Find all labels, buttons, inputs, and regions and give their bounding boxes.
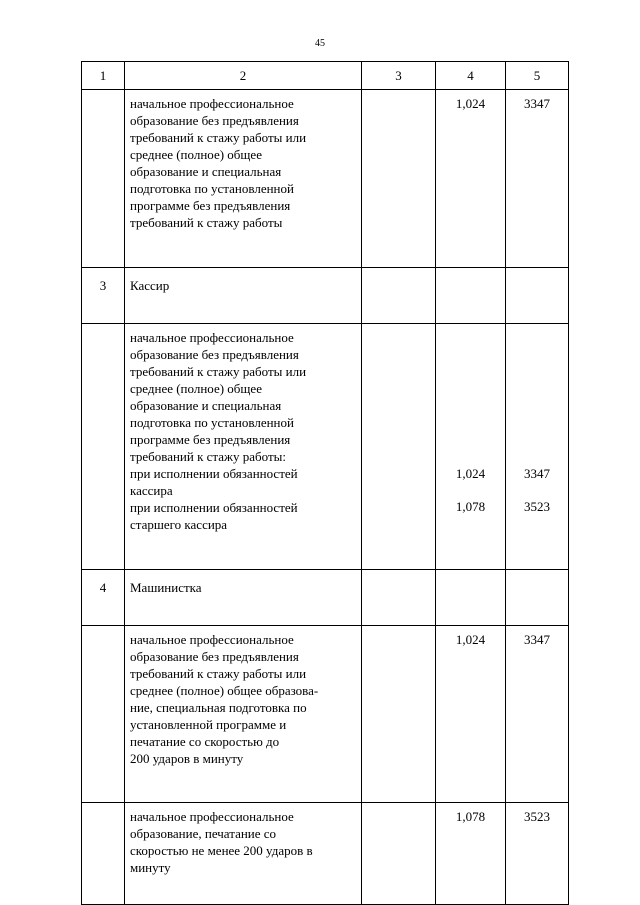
header-col-2: 2 (125, 62, 362, 90)
coefficient-values (436, 324, 506, 570)
coefficient-value: 1,024 (436, 626, 506, 803)
text-line: требований к стажу работы или (130, 666, 307, 681)
empty-cell (362, 268, 436, 324)
text-line: требований к стажу работы: (130, 449, 286, 464)
requirement-text (125, 90, 362, 268)
row-number (82, 90, 125, 268)
table-row (82, 268, 569, 324)
page-number: 45 (315, 38, 325, 49)
position-title: Кассир (125, 268, 362, 324)
coefficient-value: 1,024 (455, 466, 486, 481)
text-line: образование, печатание со (130, 826, 277, 841)
table-row (82, 90, 569, 268)
text-line: подготовка по установленной (130, 181, 294, 196)
text-line: при исполнении обязанностей (130, 466, 298, 481)
text-line: скоростью не менее 200 ударов в (130, 843, 313, 858)
coefficient-value: 1,078 (436, 803, 506, 905)
table-row (82, 626, 569, 803)
coefficient-value: 1,078 (455, 499, 486, 514)
empty-cell (506, 570, 569, 626)
text-line: начальное профессиональное (130, 330, 294, 345)
text-line: начальное профессиональное (130, 96, 294, 111)
text-line: образование без предъявления (130, 649, 299, 664)
position-title: Машинистка (125, 570, 362, 626)
text-line: среднее (полное) общее (130, 147, 262, 162)
header-row (82, 62, 569, 90)
empty-cell (362, 803, 436, 905)
empty-cell (82, 324, 125, 570)
text-line: старшего кассира (130, 517, 228, 532)
empty-cell (362, 324, 436, 570)
header-col-5: 5 (506, 62, 569, 90)
empty-cell (506, 268, 569, 324)
text-line: программе без предъявления (130, 198, 291, 213)
text-line: ние, специальная подготовка по (130, 700, 307, 715)
salary-value: 3347 (506, 90, 569, 268)
header-col-3: 3 (362, 62, 436, 90)
empty-cell (362, 626, 436, 803)
text-line: начальное профессиональное (130, 809, 294, 824)
salary-value: 3347 (524, 466, 550, 481)
requirement-text (125, 626, 362, 803)
text-line: образование и специальная (130, 398, 282, 413)
text-line: программе без предъявления (130, 432, 291, 447)
salary-values (506, 324, 569, 570)
text-line: минуту (130, 860, 171, 875)
row-number: 3 (82, 268, 125, 324)
salary-value: 3523 (506, 803, 569, 905)
text-line: начальное профессиональное (130, 632, 294, 647)
text-line: 200 ударов в минуту (130, 751, 244, 766)
text-line: среднее (полное) общее (130, 381, 262, 396)
text-line: требований к стажу работы (130, 215, 283, 230)
empty-cell (436, 268, 506, 324)
text-line: установленной программе и (130, 717, 287, 732)
text-line: при исполнении обязанностей (130, 500, 298, 515)
header-col-1: 1 (82, 62, 125, 90)
table-row (82, 324, 569, 570)
table-row (82, 570, 569, 626)
text-line: подготовка по установленной (130, 415, 294, 430)
text-line: печатание со скоростью до (130, 734, 280, 749)
text-line: среднее (полное) общее образова- (130, 683, 319, 698)
header-col-4: 4 (436, 62, 506, 90)
empty-cell (82, 626, 125, 803)
text-line: образование без предъявления (130, 347, 299, 362)
row-number: 4 (82, 570, 125, 626)
text-line: требований к стажу работы или (130, 364, 307, 379)
empty-cell (362, 570, 436, 626)
salary-value: 3347 (506, 626, 569, 803)
empty-cell (362, 90, 436, 268)
text-line: образование и специальная (130, 164, 282, 179)
empty-cell (82, 803, 125, 905)
coefficient-value: 1,024 (436, 90, 506, 268)
requirement-text (125, 324, 362, 570)
requirement-text (125, 803, 362, 905)
table-row (82, 803, 569, 905)
salary-value: 3523 (524, 499, 550, 514)
empty-cell (436, 570, 506, 626)
text-line: кассира (130, 483, 173, 498)
salary-table (81, 61, 569, 905)
text-line: требований к стажу работы или (130, 130, 307, 145)
text-line: образование без предъявления (130, 113, 299, 128)
